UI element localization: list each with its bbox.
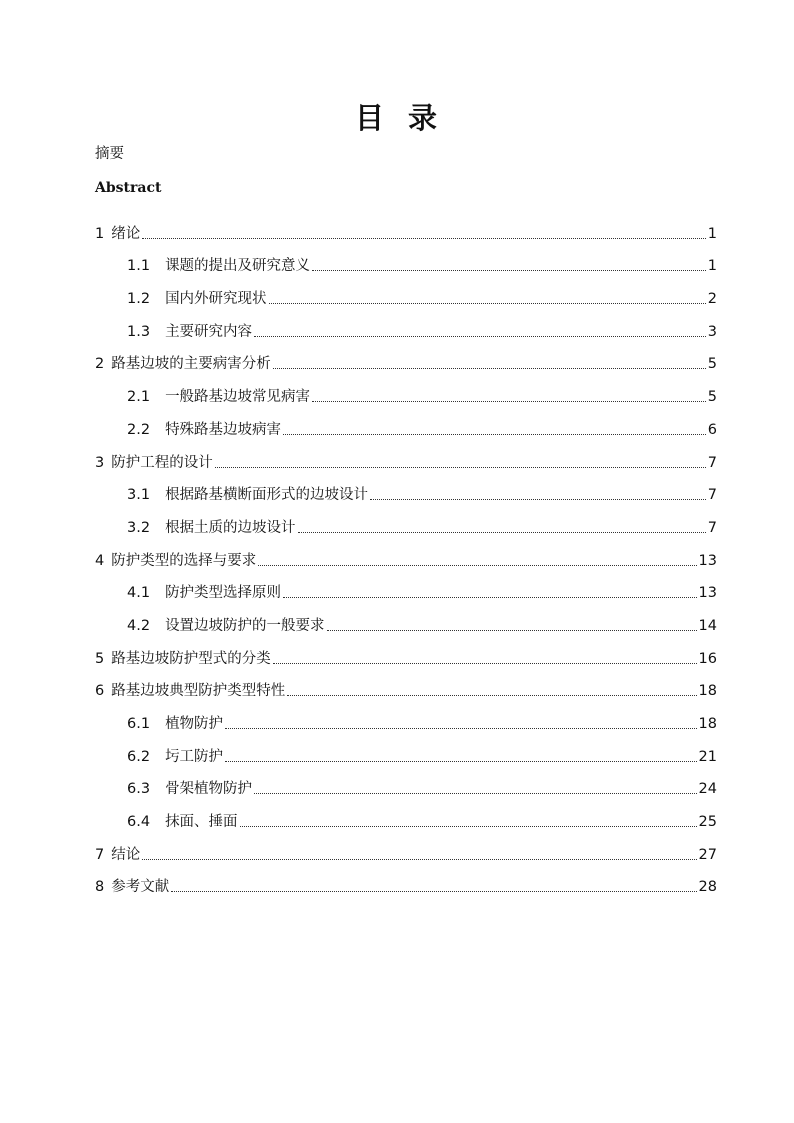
toc-entry-number: 3.1	[127, 487, 151, 504]
toc-entry-title: 防护类型选择原则	[165, 585, 282, 602]
dot-leader	[283, 434, 706, 435]
toc-entry-title: 绪论	[111, 225, 141, 242]
toc-entry-number: 6.1	[127, 716, 151, 732]
toc-entry-6-4[interactable]	[0, 799, 794, 832]
toc-entry-3-1[interactable]	[0, 473, 794, 506]
toc-entry-title: 国内外研究现状	[165, 291, 267, 308]
toc-entry-page-number: 18	[698, 716, 717, 732]
toc-entry-1-2[interactable]	[0, 276, 794, 309]
dot-leader	[312, 270, 706, 271]
toc-entry-page-number: 1	[707, 258, 717, 275]
dot-leader	[269, 303, 706, 304]
toc-entry-number: 3.2	[127, 519, 151, 536]
toc-entry-6-2[interactable]	[0, 734, 794, 767]
toc-entry-8[interactable]	[0, 865, 794, 898]
dot-leader	[370, 499, 706, 500]
toc-entry-number: 1.2	[127, 291, 151, 308]
toc-entry-title: 圬工防护	[165, 748, 224, 765]
toc-entry-5[interactable]	[0, 636, 794, 669]
toc-entry-title: 抹面、捶面	[165, 814, 238, 831]
toc-entry-page-number: 2	[707, 291, 717, 308]
toc-entry-2-1[interactable]	[0, 374, 794, 407]
toc-entry-number: 8	[95, 879, 105, 896]
toc-entry-number: 2.2	[127, 421, 151, 438]
toc-entry-page-number: 21	[698, 748, 717, 765]
dot-leader	[298, 532, 706, 533]
toc-entry-number: 1.3	[127, 323, 151, 340]
dot-leader	[142, 859, 696, 860]
toc-entry-page-number: 1	[707, 225, 717, 242]
dot-leader	[273, 368, 706, 369]
toc-entry-page-number: 16	[698, 650, 717, 667]
toc-entry-page-number: 5	[707, 389, 717, 406]
toc-entry-title: 主要研究内容	[165, 323, 253, 340]
dot-leader	[215, 467, 706, 468]
toc-entry-page-number: 5	[707, 356, 717, 373]
toc-entry-number: 4.1	[127, 585, 151, 602]
toc-entry-page-number: 27	[698, 846, 717, 863]
toc-entry-number: 6.3	[127, 781, 151, 798]
toc-entry-number: 6.4	[127, 814, 151, 831]
dot-leader	[225, 728, 696, 729]
toc-entry-4-2[interactable]	[0, 603, 794, 636]
toc-entry-6-1[interactable]	[0, 701, 794, 734]
toc-entry-title: 植物防护	[165, 716, 224, 732]
toc-title-char-2: 录	[408, 101, 440, 135]
toc-entry-number: 4	[95, 552, 105, 569]
toc-entry-page-number: 7	[707, 519, 717, 536]
dot-leader	[283, 597, 696, 598]
toc-entry-abstract[interactable]: Abstract	[95, 180, 162, 196]
toc-entry-6[interactable]	[0, 669, 794, 702]
toc-entry-number: 6	[95, 683, 105, 700]
toc-entry-number: 3	[95, 454, 105, 471]
toc-entry-title: 路基边坡典型防护类型特性	[111, 683, 286, 700]
toc-entry-title: 设置边坡防护的一般要求	[165, 617, 325, 634]
toc-entry-1[interactable]	[0, 211, 794, 244]
toc-entry-title: 参考文献	[111, 879, 170, 896]
dot-leader	[225, 761, 696, 762]
toc-list	[0, 211, 794, 897]
toc-entry-7[interactable]	[0, 832, 794, 865]
toc-entry-page-number: 13	[698, 585, 717, 602]
toc-entry-number: 2	[95, 356, 105, 373]
toc-entry-3-2[interactable]	[0, 505, 794, 538]
toc-entry-title: 根据土质的边坡设计	[165, 519, 296, 536]
toc-entry-6-3[interactable]	[0, 767, 794, 800]
toc-entry-number: 1	[95, 225, 105, 242]
toc-entry-title: 一般路基边坡常见病害	[165, 389, 311, 406]
toc-entry-title: 路基边坡防护型式的分类	[111, 650, 271, 667]
dot-leader	[240, 826, 697, 827]
toc-entry-number: 6.2	[127, 748, 151, 765]
toc-entry-number: 7	[95, 846, 105, 863]
dot-leader	[142, 238, 706, 239]
toc-entry-page-number: 18	[698, 683, 717, 700]
toc-entry-title: 防护类型的选择与要求	[111, 552, 257, 569]
toc-entry-2[interactable]	[0, 342, 794, 375]
toc-entry-4[interactable]	[0, 538, 794, 571]
toc-entry-page-number: 6	[707, 421, 717, 438]
toc-entry-number: 2.1	[127, 389, 151, 406]
toc-entry-title: 防护工程的设计	[111, 454, 213, 471]
toc-entry-1-3[interactable]	[0, 309, 794, 342]
toc-entry-title: 特殊路基边坡病害	[165, 421, 282, 438]
toc-entry-title: 骨架植物防护	[165, 781, 253, 798]
dot-leader	[254, 793, 696, 794]
dot-leader	[273, 663, 697, 664]
toc-entry-number: 5	[95, 650, 105, 667]
toc-entry-page-number: 24	[698, 781, 717, 798]
toc-entry-page-number: 28	[698, 879, 717, 896]
toc-entry-2-2[interactable]	[0, 407, 794, 440]
toc-entry-title: 结论	[111, 846, 141, 863]
toc-entry-page-number: 7	[707, 454, 717, 471]
toc-title-char-1: 目	[354, 101, 386, 135]
toc-entry-title: 课题的提出及研究意义	[165, 258, 311, 275]
dot-leader	[287, 695, 696, 696]
toc-entry-1-1[interactable]	[0, 244, 794, 277]
toc-entry-page-number: 13	[698, 552, 717, 569]
toc-title	[0, 98, 794, 138]
toc-entry-title: 路基边坡的主要病害分析	[111, 356, 271, 373]
dot-leader	[171, 891, 696, 892]
toc-entry-page-number: 14	[698, 617, 717, 634]
toc-entry-number: 4.2	[127, 617, 151, 634]
toc-entry-page-number: 7	[707, 487, 717, 504]
dot-leader	[312, 401, 706, 402]
toc-entry-number: 1.1	[127, 258, 151, 275]
dot-leader	[258, 565, 696, 566]
toc-entry-4-1[interactable]	[0, 571, 794, 604]
toc-entry-page-number: 25	[698, 814, 717, 831]
toc-entry-zhaiyao[interactable]: 摘要	[95, 146, 124, 162]
toc-entry-title: 根据路基横断面形式的边坡设计	[165, 487, 369, 504]
dot-leader	[254, 336, 706, 337]
dot-leader	[327, 630, 697, 631]
toc-entry-page-number: 3	[707, 323, 717, 340]
toc-entry-3[interactable]	[0, 440, 794, 473]
